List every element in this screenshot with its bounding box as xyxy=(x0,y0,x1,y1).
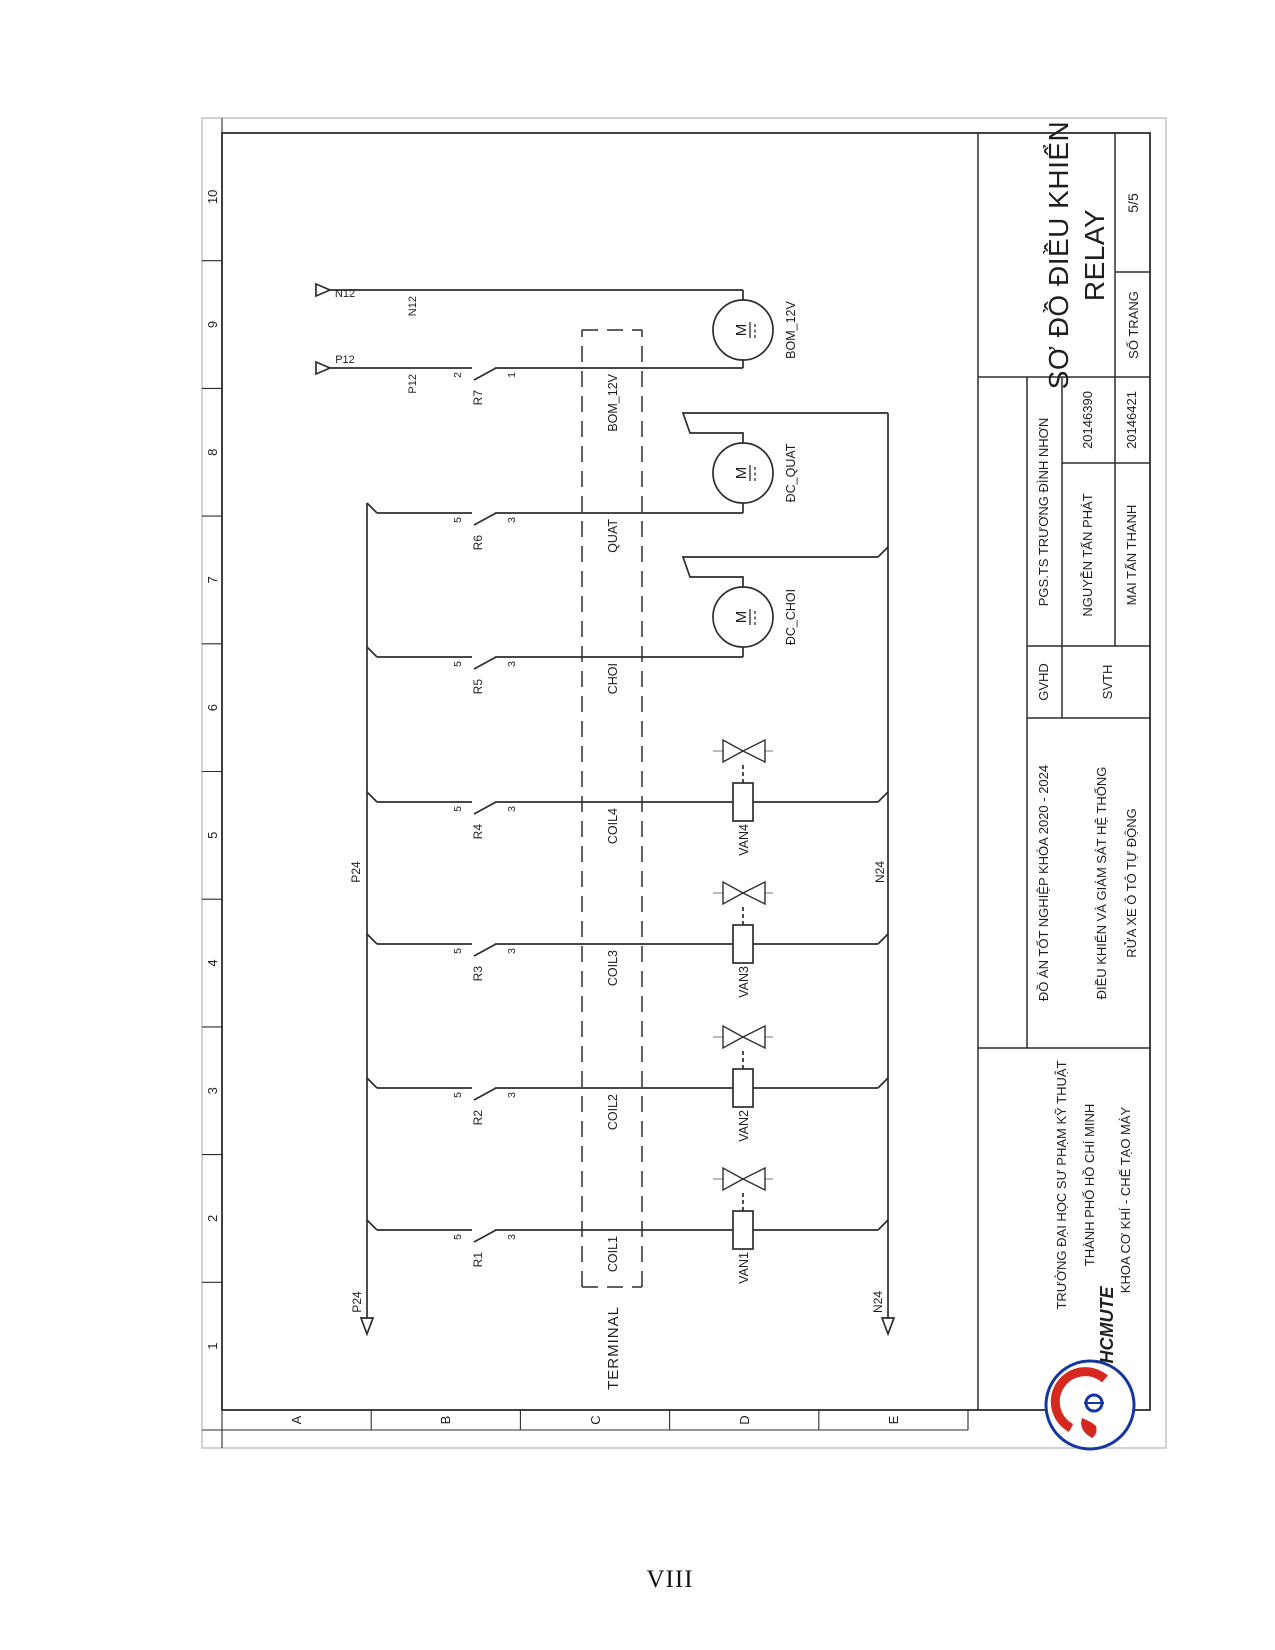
school-name-line1: TRƯỜNG ĐẠI HỌC SƯ PHẠM KỸ THUẬT xyxy=(1054,1060,1069,1310)
motor-m: M xyxy=(733,323,750,337)
valve-label: VAN3 xyxy=(737,966,751,998)
relay-contact-icon xyxy=(474,944,496,956)
drawing-title-line2: RELAY xyxy=(1079,208,1110,302)
motor-label: ĐC_QUAT xyxy=(784,443,798,503)
zone-number: 9 xyxy=(205,320,220,329)
p24-wire-label: P24 xyxy=(349,861,363,883)
zone-number: 7 xyxy=(205,576,220,584)
student-id: 20146390 xyxy=(1080,391,1095,449)
relay-label: R1 xyxy=(471,1252,485,1268)
zone-number: 2 xyxy=(205,1214,220,1223)
zone-numbers xyxy=(205,190,220,1350)
contact-pin-numbers xyxy=(452,372,518,1240)
drawing-frame-inner xyxy=(222,133,1150,1410)
pin-number: 5 xyxy=(452,517,464,523)
zone-number: 1 xyxy=(205,1342,220,1350)
hcmute-logo-icon xyxy=(1046,1361,1134,1449)
n24-wire-label: N24 xyxy=(873,860,887,884)
svth-label: SVTH xyxy=(1100,664,1115,700)
faculty-name: KHOA CƠ KHÍ - CHẾ TẠO MÁY xyxy=(1118,1106,1133,1294)
p12-source-arrow-icon xyxy=(316,362,330,374)
hcmute-logo-text: HCMUTE xyxy=(1097,1286,1117,1364)
school-name-line2: THÀNH PHỐ HỒ CHÍ MINH xyxy=(1082,1103,1097,1267)
n12-wire-label: N12 xyxy=(407,296,419,317)
relay-contact-icon xyxy=(474,1230,496,1242)
terminal-name: QUAT xyxy=(606,519,620,553)
zone-number: 10 xyxy=(205,189,220,205)
pin-number: 3 xyxy=(506,661,518,667)
rung-r3 xyxy=(367,882,888,963)
p12-wire-label: P12 xyxy=(407,374,419,394)
drawing-frame xyxy=(202,118,1166,1448)
pin-number: 5 xyxy=(452,1092,464,1098)
valve-label: VAN1 xyxy=(737,1252,751,1284)
terminal-name: COIL1 xyxy=(606,1236,620,1273)
pin-number: 3 xyxy=(506,948,518,954)
rung-r4 xyxy=(367,740,888,821)
terminal-name: CHOI xyxy=(606,663,620,695)
zone-letters xyxy=(289,1415,901,1424)
rung-r1 xyxy=(367,1168,888,1249)
valve-solenoid-box xyxy=(733,783,753,821)
rung-r7 xyxy=(330,360,743,380)
zone-ruler-lines xyxy=(202,118,968,1448)
relay-label: R2 xyxy=(471,1110,485,1126)
thesis-title-line2: RỬA XE Ô TÔ TỰ ĐỘNG xyxy=(1124,808,1139,958)
terminal-name: COIL3 xyxy=(606,950,620,987)
relay-contact-icon xyxy=(474,1088,496,1100)
pin-number: 2 xyxy=(452,372,464,378)
motor-label: ĐC_CHOI xyxy=(784,588,798,646)
valve-solenoid-box xyxy=(733,1211,753,1249)
student-name: MAI TẤN THANH xyxy=(1124,504,1139,606)
valve-solenoid-box xyxy=(733,925,753,963)
pin-number: 3 xyxy=(506,517,518,523)
terminal-name: COIL2 xyxy=(606,1094,620,1131)
rung-r6 xyxy=(367,413,888,525)
zone-letter: E xyxy=(886,1415,901,1425)
relay-label: R6 xyxy=(471,535,485,551)
relay-contact-icon xyxy=(474,802,496,814)
advisor-name: PGS.TS TRƯƠNG ĐÌNH NHƠN xyxy=(1036,417,1051,607)
motor-m: M xyxy=(733,610,750,624)
relay-contact-icon xyxy=(474,368,496,380)
student-id: 20146421 xyxy=(1124,391,1139,449)
valve-solenoid-box xyxy=(733,1069,753,1107)
page-count-label: SỐ TRANG xyxy=(1126,291,1141,359)
terminal-wire-names xyxy=(606,373,620,1272)
p24-source-arrow-icon xyxy=(361,1318,373,1334)
n24-source-arrow-icon xyxy=(882,1318,894,1334)
valve-icon xyxy=(713,1168,773,1190)
zone-number: 3 xyxy=(205,1087,220,1095)
p12-source-label: P12 xyxy=(335,354,355,366)
relay-label: R5 xyxy=(471,679,485,695)
motor-m: M xyxy=(733,466,750,480)
valve-icon xyxy=(713,1026,773,1048)
terminal-label: TERMINAL xyxy=(605,1306,622,1390)
pin-number: 5 xyxy=(452,1234,464,1240)
motor-label: BOM_12V xyxy=(784,301,798,359)
rung-r2 xyxy=(367,1026,888,1107)
gvhd-label: GVHD xyxy=(1036,663,1051,701)
pin-number: 5 xyxy=(452,948,464,954)
pin-number: 5 xyxy=(452,806,464,812)
n24-source-label: N24 xyxy=(871,1290,885,1314)
student-name: NGUYỄN TẤN PHÁT xyxy=(1080,493,1095,617)
zone-letter: D xyxy=(737,1415,752,1425)
schematic-labels xyxy=(335,288,887,1390)
n12-source-arrow-icon xyxy=(316,284,330,296)
valve-icon xyxy=(713,740,773,762)
relay-label: R4 xyxy=(471,824,485,840)
terminal-name: COIL4 xyxy=(606,808,620,845)
thesis-title-line1: ĐIỀU KHIỂN VÀ GIÁM SÁT HỆ THỐNG xyxy=(1094,766,1109,1000)
pin-number: 1 xyxy=(506,372,518,378)
relay-label: R7 xyxy=(471,390,485,406)
quat-return-wire xyxy=(683,413,888,443)
relay-label: R3 xyxy=(471,966,485,982)
pin-number: 3 xyxy=(506,806,518,812)
valve-label: VAN2 xyxy=(737,1110,751,1142)
terminal-name: BOM_12V xyxy=(606,374,620,432)
document-page-number: VIII xyxy=(646,1566,694,1593)
zone-letter: A xyxy=(289,1415,304,1425)
zone-number: 4 xyxy=(205,959,220,967)
zone-letter: C xyxy=(588,1415,603,1425)
n12-source-label: N12 xyxy=(334,288,356,300)
zone-number: 6 xyxy=(205,703,220,712)
pin-number: 5 xyxy=(452,661,464,667)
pin-number: 3 xyxy=(506,1234,518,1240)
valve-icon xyxy=(713,882,773,904)
zone-number: 5 xyxy=(205,831,220,839)
valve-label: VAN4 xyxy=(737,824,751,856)
rung-r5 xyxy=(367,547,888,669)
relay-contact-icon xyxy=(474,513,496,525)
project-name: ĐỒ ÁN TỐT NGHIỆP KHÓA 2020 - 2024 xyxy=(1036,764,1051,1002)
p24-source-label: P24 xyxy=(350,1291,364,1313)
zone-number: 8 xyxy=(205,448,220,456)
choi-return-wire xyxy=(683,557,878,587)
pin-number: 3 xyxy=(506,1092,518,1098)
relay-contact-icon xyxy=(474,657,496,669)
page-count-value: 5/5 xyxy=(1125,193,1141,213)
supply-rails xyxy=(316,284,894,1334)
drawing-title-line1: SƠ ĐỒ ĐIỀU KHIỂN xyxy=(1043,120,1074,390)
zone-letter: B xyxy=(438,1415,453,1425)
title-block-text xyxy=(1036,121,1141,1364)
